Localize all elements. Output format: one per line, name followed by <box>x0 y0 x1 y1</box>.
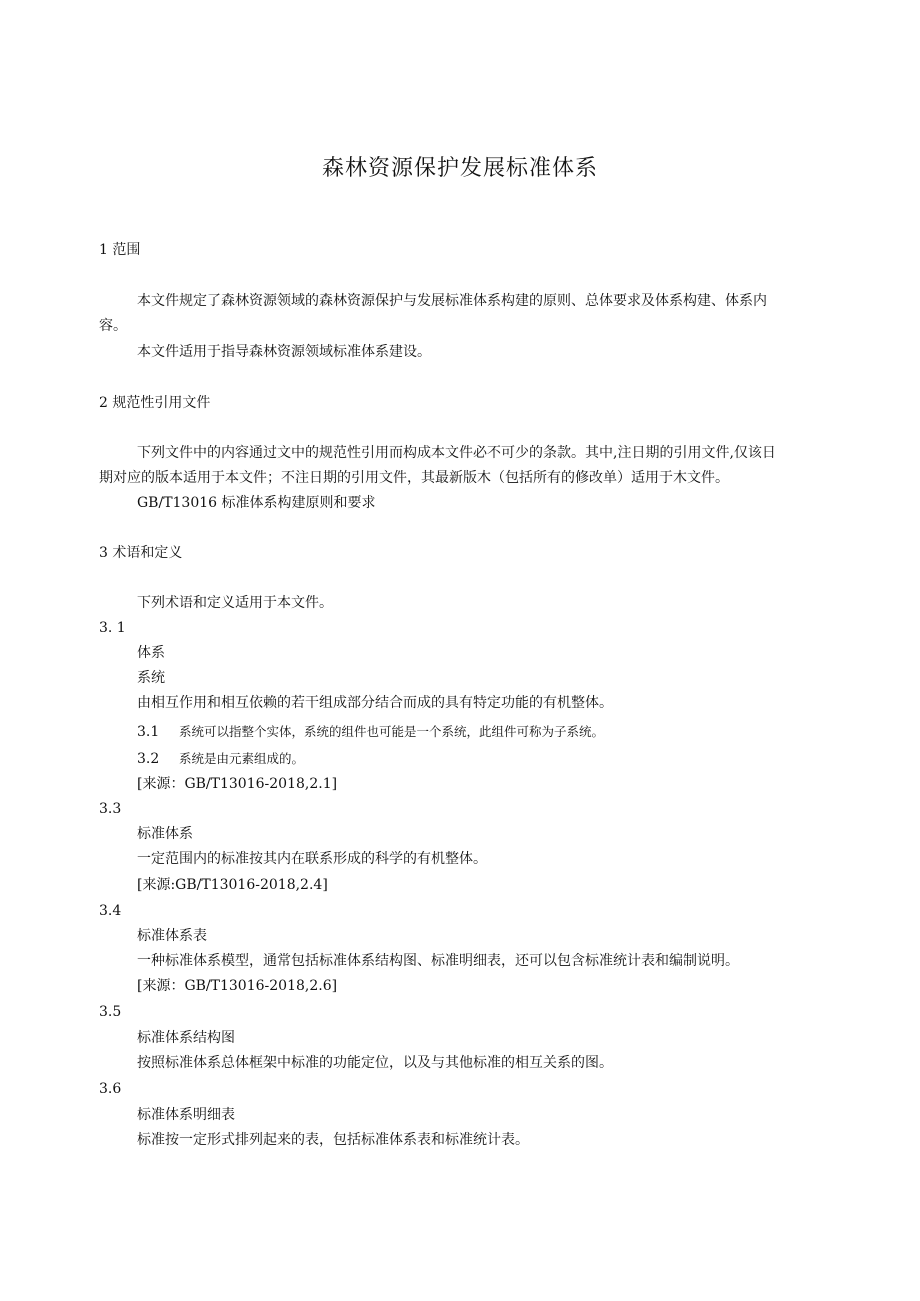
term-name: 体系 <box>137 645 165 661</box>
note-number: 3.1 <box>137 724 160 740</box>
term-number: 3.3 <box>99 801 122 817</box>
paragraph: 下列文件中的内容通过文中的规范性引用而构成本文件必不可少的条款。其中,注日期的引用文件,仅该日 <box>137 445 776 461</box>
term-synonym: 系统 <box>137 670 165 686</box>
note-number: 3.2 <box>137 751 160 767</box>
term-source: [来源：GB/T13016-2018,2.1] <box>137 776 338 792</box>
term-definition: 一种标准体系模型，通常包括标准体系结构图、标准明细表，还可以包含标准统计表和编制说明。 <box>137 953 739 969</box>
term-source: [来源：GB/T13016-2018,2.6] <box>137 978 338 994</box>
note-text: 系统可以指整个实体，系统的组件也可能是一个系统，此组件可称为子系统。 <box>179 724 605 739</box>
term-note <box>137 722 604 742</box>
term-source: [来源:GB/T13016-2018,2.4] <box>137 877 328 893</box>
term-definition: 按照标准体系总体框架中标准的功能定位，以及与其他标准的相互关系的图。 <box>137 1055 613 1071</box>
note-text: 系统是由元素组成的。 <box>179 751 305 766</box>
section-heading-scope: 1 范围 <box>99 242 141 258</box>
paragraph: 本文件规定了森林资源领域的森林资源保护与发展标准体系构建的原则、总体要求及体系构建、体系内 <box>137 293 767 309</box>
paragraph-continuation: 容。 <box>99 318 127 334</box>
section-heading-normative-references: 2 规范性引用文件 <box>99 395 211 411</box>
term-number: 3.6 <box>99 1081 122 1097</box>
reference-item: GB/T13016 标准体系构建原则和要求 <box>137 495 376 511</box>
term-number: 3. 1 <box>99 620 126 636</box>
paragraph: 本文件适用于指导森林资源领域标准体系建设。 <box>137 344 431 360</box>
term-definition: 由相互作用和相互依赖的若干组成部分结合而成的具有特定功能的有机整体。 <box>137 695 613 711</box>
term-name: 标准体系 <box>137 826 193 842</box>
paragraph: 下列术语和定义适用于本文件。 <box>137 595 333 611</box>
term-name: 标准体系表 <box>137 928 207 944</box>
term-number: 3.4 <box>99 903 122 919</box>
term-number: 3.5 <box>99 1004 122 1020</box>
term-name: 标准体系明细表 <box>137 1107 235 1123</box>
term-definition: 标准按一定形式排列起来的表，包括标准体系表和标准统计表。 <box>137 1132 529 1148</box>
term-definition: 一定范围内的标准按其内在联系形成的科学的有机整体。 <box>137 851 487 867</box>
document-title: 森林资源保护发展标准体系 <box>321 156 598 181</box>
paragraph-continuation: 期对应的版本适用于本文件；不注日期的引用文件，其最新版木（包括所有的修改单）适用于木文件。 <box>99 470 729 486</box>
term-name: 标准体系结构图 <box>137 1030 235 1046</box>
section-heading-terms-definitions: 3 术语和定义 <box>99 545 183 561</box>
term-note <box>137 749 304 769</box>
